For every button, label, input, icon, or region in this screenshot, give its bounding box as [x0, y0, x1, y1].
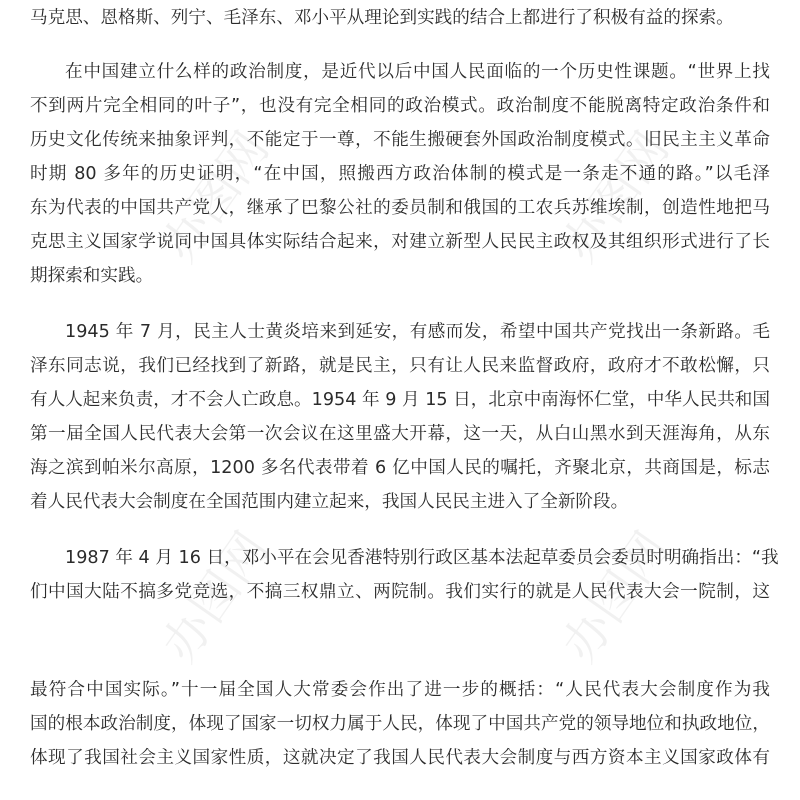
text-line: 克思主义国家学说同中国具体实际结合起来，对建立新型人民民主政权及其组织形式进行了长: [30, 232, 770, 252]
watermark-text: 办图网: [151, 522, 280, 673]
text-line: 1987 年 4 月 16 日，邓小平在会见香港特别行政区基本法起草委员会委员时明确指出：“我: [65, 548, 779, 568]
text-line: 国的根本政治制度，体现了国家一切权力属于人民，体现了中国共产党的领导地位和执政地位，: [30, 714, 770, 734]
text-line: 不到两片完全相同的叶子”，也没有完全相同的政治模式。政治制度不能脱离特定政治条件和: [30, 96, 770, 116]
text-line: 着人民代表大会制度在全国范围内建立起来，我国人民民主进入了全新阶段。: [30, 492, 629, 512]
watermark-text: 办图网: [551, 522, 680, 673]
watermark-text: 办图网: [151, 122, 280, 273]
text-line: 马克思、恩格斯、列宁、毛泽东、邓小平从理论到实践的结合上都进行了积极有益的探索。: [30, 8, 734, 28]
text-line: 第一届全国人民代表大会第一次会议在这里盛大开幕，这一天，从白山黑水到天涯海角，从东: [30, 424, 770, 444]
text-line: 泽东同志说，我们已经找到了新路，就是民主，只有让人民来监督政府，政府才不敢松懈，只: [30, 356, 770, 376]
watermark-text: 办图网: [551, 122, 680, 273]
text-line: 历史文化传统来抽象评判，不能定于一尊，不能生搬硬套外国政治制度模式。旧民主主义革命: [30, 130, 770, 150]
text-line: 东为代表的中国共产党人，继承了巴黎公社的委员制和俄国的工农兵苏维埃制，创造性地把马: [30, 198, 770, 218]
text-line: 有人人起来负责，才不会人亡政息。1954 年 9 月 15 日，北京中南海怀仁堂，中华人民共和国: [30, 390, 770, 410]
text-line: 体现了我国社会主义国家性质，这就决定了我国人民代表大会制度与西方资本主义国家政体有: [30, 748, 770, 768]
text-line: 们中国大陆不搞多党竞选，不搞三权鼎立、两院制。我们实行的就是人民代表大会一院制，这: [30, 582, 770, 602]
text-line: 时期 80 多年的历史证明，“在中国，照搬西方政治体制的模式是一条走不通的路。”以毛泽: [30, 164, 770, 184]
text-line: 海之滨到帕米尔高原，1200 多名代表带着 6 亿中国人民的嘱托，齐聚北京，共商国是，标志: [30, 458, 770, 478]
text-line: 在中国建立什么样的政治制度，是近代以后中国人民面临的一个历史性课题。“世界上找: [65, 62, 770, 82]
text-line: 最符合中国实际。”十一届全国人大常委会作出了进一步的概括：“人民代表大会制度作为我: [30, 680, 770, 700]
text-line: 期探索和实践。: [30, 266, 154, 286]
text-line: 1945 年 7 月，民主人士黄炎培来到延安，有感而发，希望中国共产党找出一条新路。毛: [65, 322, 770, 342]
